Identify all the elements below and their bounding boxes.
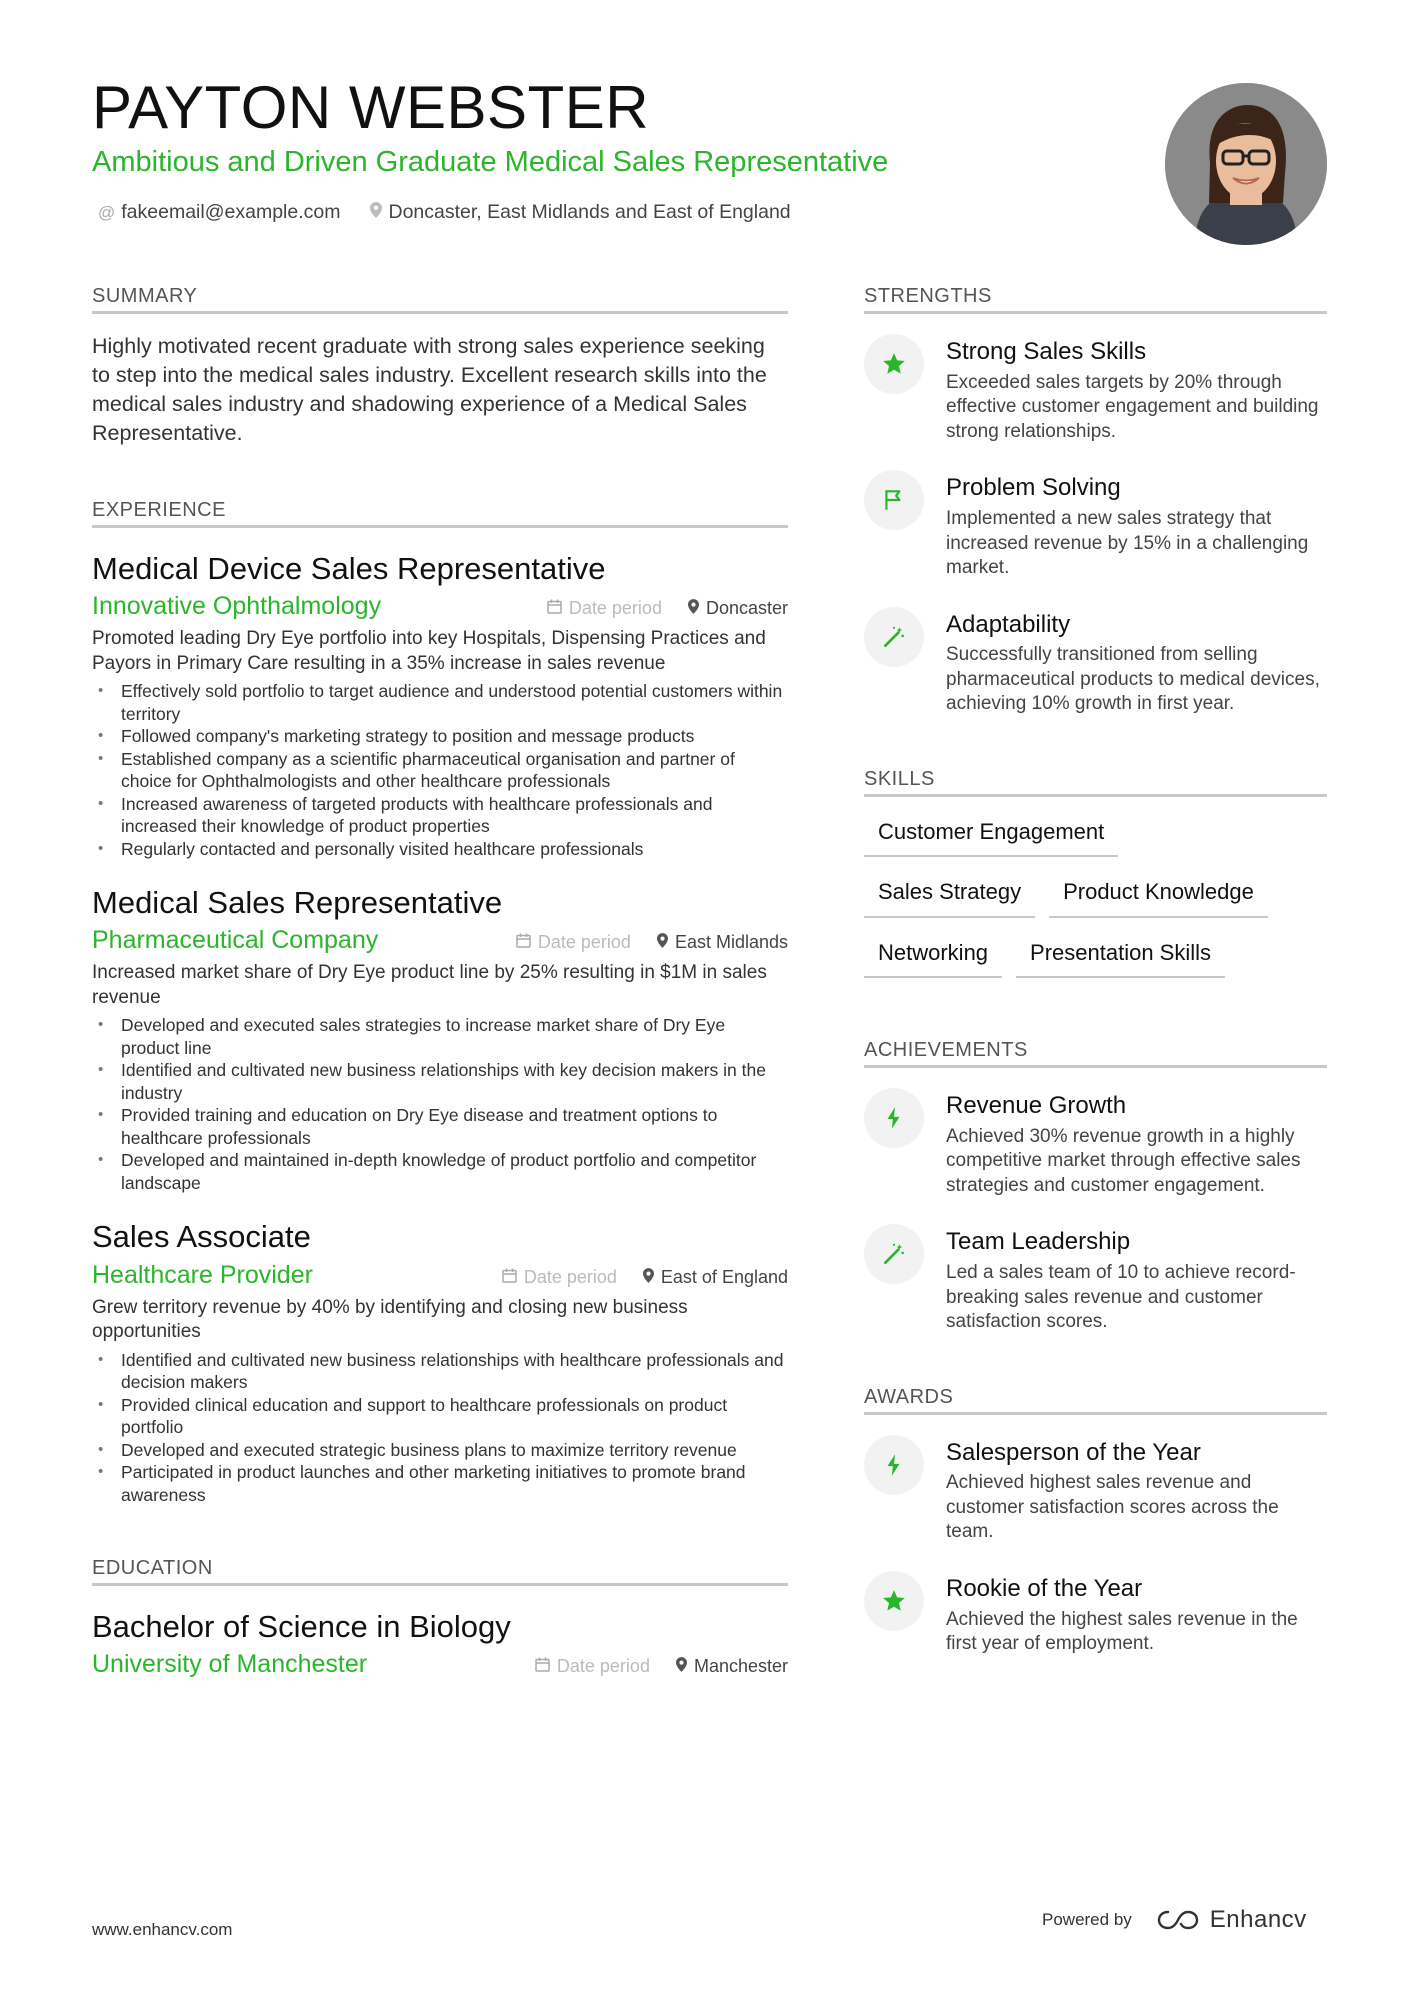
calendar-icon: [516, 933, 531, 952]
contact-location: [370, 201, 790, 224]
skill-tag: Product Knowledge: [1049, 871, 1268, 917]
footer-branding: [1042, 1906, 1307, 1934]
bullet-item: • Participated in product launches and other marketing initiatives to promote brand awareness: [92, 1461, 788, 1506]
job-location: [643, 1267, 788, 1288]
skill-tag: Presentation Skills: [1016, 932, 1225, 978]
calendar-icon: [502, 1268, 517, 1287]
date-text: Date period: [523, 1266, 617, 1287]
education-location: [676, 1656, 788, 1677]
achievements-heading: ACHIEVEMENTS: [864, 1038, 1327, 1068]
date-text: Date period: [537, 932, 631, 953]
at-sign-icon: @: [98, 202, 116, 222]
award-item: [864, 1571, 1327, 1657]
date-period: [535, 1656, 650, 1677]
brand-name: Enhancv: [1209, 1906, 1307, 1933]
bullet-item: • Developed and maintained in-depth knowledge of product portfolio and competitor landscape: [92, 1149, 788, 1194]
job-description: Grew territory revenue by 40% by identifying and closing new business opportunities: [92, 1296, 688, 1343]
experience-entry: [92, 1218, 788, 1506]
flag-icon: [864, 470, 924, 530]
footer-website-link[interactable]: www.enhancv.com: [92, 1920, 233, 1939]
candidate-name: PAYTON WEBSTER: [92, 74, 650, 141]
job-bullets: [92, 1349, 788, 1507]
company-name: Pharmaceutical Company: [92, 926, 379, 955]
bullet-item: • Followed company's marketing strategy to position and message products: [92, 725, 788, 748]
infinity-logo-icon: [1156, 1909, 1200, 1931]
award-title: Rookie of the Year: [946, 1574, 1143, 1602]
experience-entry: [92, 884, 788, 1194]
date-text: Date period: [556, 1656, 650, 1677]
location-text: East of England: [660, 1266, 788, 1287]
achievement-title: Revenue Growth: [946, 1092, 1127, 1120]
job-bullets: [92, 680, 788, 860]
award-text: Achieved highest sales revenue and customer satisfaction scores across the team.: [946, 1472, 1279, 1543]
award-text: Achieved the highest sales revenue in the first year of employment.: [946, 1608, 1298, 1655]
skill-tag: Sales Strategy: [864, 871, 1035, 917]
bullet-item: • Provided training and education on Dry Eye disease and treatment options to healthcare professionals: [92, 1104, 788, 1149]
calendar-icon: [547, 599, 562, 618]
achievement-text: Achieved 30% revenue growth in a highly competitive market through effective sales strategies and customer engagement.: [946, 1125, 1301, 1196]
bullet-item: • Developed and executed strategic business plans to maximize territory revenue: [92, 1439, 788, 1462]
strength-item: [864, 607, 1327, 717]
strength-title: Adaptability: [946, 610, 1071, 638]
date-period: [547, 598, 662, 619]
date-text: Date period: [568, 598, 662, 619]
experience-entry: [92, 550, 788, 860]
achievement-item: [864, 1088, 1327, 1198]
right-column: [864, 284, 1327, 1657]
location-text: Manchester: [693, 1656, 788, 1677]
bullet-item: • Developed and executed sales strategies to increase market share of Dry Eye product line: [92, 1014, 788, 1059]
degree-title: Bachelor of Science in Biology: [92, 1609, 511, 1645]
lightning-icon: [864, 1088, 924, 1148]
bullet-item: • Effectively sold portfolio to target audience and understood potential customers within territory: [92, 680, 788, 725]
skills-list: [864, 811, 1327, 992]
map-pin-icon: [657, 933, 668, 952]
job-location: [657, 932, 788, 953]
job-title: Sales Associate: [92, 1219, 311, 1255]
job-location: [688, 598, 788, 619]
contact-bar: [98, 201, 791, 224]
left-column: [92, 284, 788, 1679]
strength-item: [864, 470, 1327, 580]
job-title: Medical Device Sales Representative: [92, 551, 606, 586]
bullet-item: • Increased awareness of targeted products with healthcare professionals and increased their knowledge of product properties: [92, 793, 788, 838]
summary-text: Highly motivated recent graduate with strong sales experience seeking to step into the medical sales industry. Excellent research skills into the medical sales industry and shadowing experience of a Medical Sales Representative.: [92, 334, 767, 445]
strength-title: Problem Solving: [946, 474, 1121, 502]
bullet-item: • Identified and cultivated new business relationships with key decision makers in the industry: [92, 1059, 788, 1104]
star-icon: [864, 1571, 924, 1631]
calendar-icon: [535, 1657, 550, 1676]
contact-email[interactable]: [98, 201, 340, 224]
bullet-item: • Established company as a scientific pharmaceutical organisation and partner of choice for Ophthalmologists and other healthcare professionals: [92, 748, 788, 793]
strength-text: Successfully transitioned from selling pharmaceutical products to medical devices, achieving 10% growth in first year.: [946, 644, 1320, 715]
job-bullets: [92, 1014, 788, 1194]
date-period: [516, 932, 631, 953]
magic-wand-icon: [864, 607, 924, 667]
summary-heading: SUMMARY: [92, 284, 788, 314]
date-period: [502, 1267, 617, 1288]
achievement-text: Led a sales team of 10 to achieve record-breaking sales revenue and customer satisfaction scores.: [946, 1262, 1296, 1333]
school-name: University of Manchester: [92, 1650, 368, 1679]
job-description: Promoted leading Dry Eye portfolio into key Hospitals, Dispensing Practices and Payors in Primary Care resulting in a 35% increase in sales revenue: [92, 628, 766, 674]
bullet-item: • Identified and cultivated new business relationships with healthcare professionals and decision makers: [92, 1349, 788, 1394]
achievement-item: [864, 1224, 1327, 1334]
star-icon: [864, 334, 924, 394]
bullet-item: • Regularly contacted and personally visited healthcare professionals: [92, 838, 788, 861]
map-pin-icon: [643, 1268, 654, 1287]
skill-tag: Networking: [864, 932, 1002, 978]
strength-text: Exceeded sales targets by 20% through effective customer engagement and building strong relationships.: [946, 371, 1319, 442]
education-entry: [92, 1608, 788, 1679]
education-heading: EDUCATION: [92, 1556, 788, 1586]
awards-heading: AWARDS: [864, 1385, 1327, 1415]
avatar: [1165, 83, 1327, 245]
enhancv-logo[interactable]: [1156, 1906, 1307, 1934]
strength-text: Implemented a new sales strategy that increased revenue by 15% in a challenging market.: [946, 508, 1309, 579]
powered-by-label: Powered by: [1042, 1910, 1132, 1929]
location-text: East Midlands: [674, 932, 788, 953]
magic-wand-icon: [864, 1224, 924, 1284]
bullet-item: • Provided clinical education and support to healthcare professionals on product portfolio: [92, 1394, 788, 1439]
skill-tag: Customer Engagement: [864, 811, 1118, 857]
award-item: [864, 1435, 1327, 1545]
award-title: Salesperson of the Year: [946, 1438, 1201, 1466]
location-text: Doncaster, East Midlands and East of England: [388, 201, 791, 223]
lightning-icon: [864, 1435, 924, 1495]
location-text: Doncaster: [705, 598, 788, 619]
strength-item: [864, 334, 1327, 444]
achievement-title: Team Leadership: [946, 1228, 1131, 1256]
experience-heading: EXPERIENCE: [92, 498, 788, 528]
email-text: fakeemail@example.com: [121, 201, 341, 223]
strength-title: Strong Sales Skills: [946, 338, 1147, 365]
candidate-tagline: Ambitious and Driven Graduate Medical Sales Representative: [92, 146, 889, 178]
skills-heading: SKILLS: [864, 767, 1327, 797]
map-pin-icon: [688, 599, 699, 618]
strengths-heading: STRENGTHS: [864, 284, 1327, 314]
map-pin-icon: [370, 202, 382, 223]
job-description: Increased market share of Dry Eye product line by 25% resulting in $1M in sales revenue: [92, 962, 767, 1008]
company-name: Innovative Ophthalmology: [92, 592, 382, 621]
job-title: Medical Sales Representative: [92, 885, 503, 921]
map-pin-icon: [676, 1657, 687, 1676]
company-name: Healthcare Provider: [92, 1260, 313, 1289]
